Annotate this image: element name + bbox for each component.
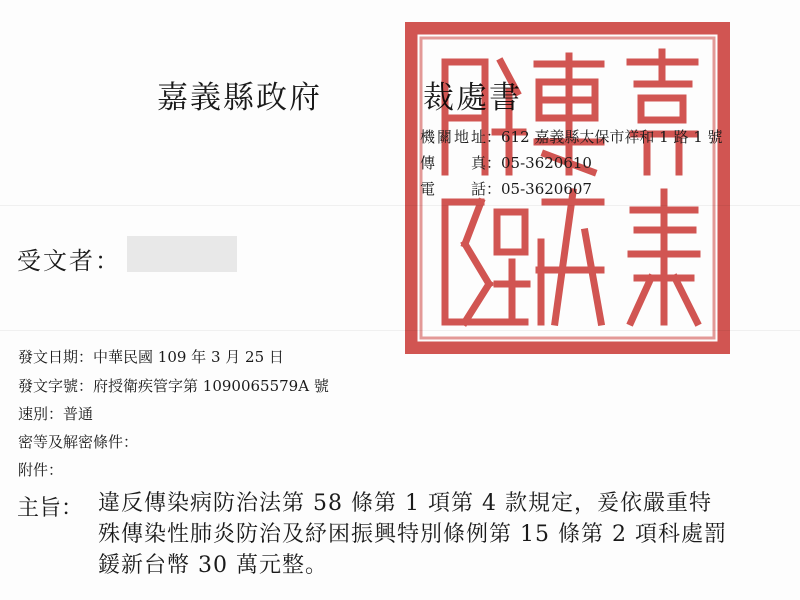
recipient-label: 受文者： <box>17 247 121 275</box>
issue-date-label: 發文日期： <box>18 348 94 366</box>
contact-fax <box>420 152 592 173</box>
subject-label: 主旨： <box>17 496 84 521</box>
organization-name: 嘉義縣政府 <box>157 80 322 116</box>
address-value: ：612 嘉義縣太保市祥和 1 路 1 號 <box>486 128 723 146</box>
phone-value: ：05-3620607 <box>486 180 592 198</box>
issue-date-value: 中華民國 109 年 3 月 25 日 <box>93 348 284 366</box>
delivery-speed-label: 速別： <box>18 405 64 423</box>
document-type: 裁處書 <box>423 80 522 116</box>
phone-label: 電話 <box>420 180 486 198</box>
secrecy-label: 密等及解密條件： <box>18 433 139 451</box>
attachment-label: 附件： <box>18 461 64 479</box>
contact-address <box>420 126 723 147</box>
subject-line: 殊傳染性肺炎防治及紓困振興特別條例第 15 條第 2 項科處罰 <box>98 522 727 547</box>
document-number-label: 發文字號： <box>18 377 94 395</box>
document-number-row <box>18 375 329 396</box>
attachment-row <box>18 459 63 480</box>
fax-value: ：05-3620610 <box>486 154 592 172</box>
fax-label: 傳真 <box>420 154 486 172</box>
contact-phone <box>420 178 592 199</box>
subject-body <box>98 488 798 581</box>
subject-line: 鍰新台幣 30 萬元整。 <box>98 553 328 578</box>
secrecy-row <box>18 431 138 452</box>
subject-line: 違反傳染病防治法第 58 條第 1 項第 4 款規定，爰依嚴重特 <box>98 491 712 516</box>
issue-date-row <box>18 346 284 367</box>
delivery-speed-value: 普通 <box>63 405 94 423</box>
document-number-value: 府授衛疾管字第 1090065579A 號 <box>93 377 329 395</box>
delivery-speed-row <box>18 403 93 424</box>
redacted-recipient <box>127 236 237 272</box>
address-label: 機關地址 <box>420 128 486 146</box>
